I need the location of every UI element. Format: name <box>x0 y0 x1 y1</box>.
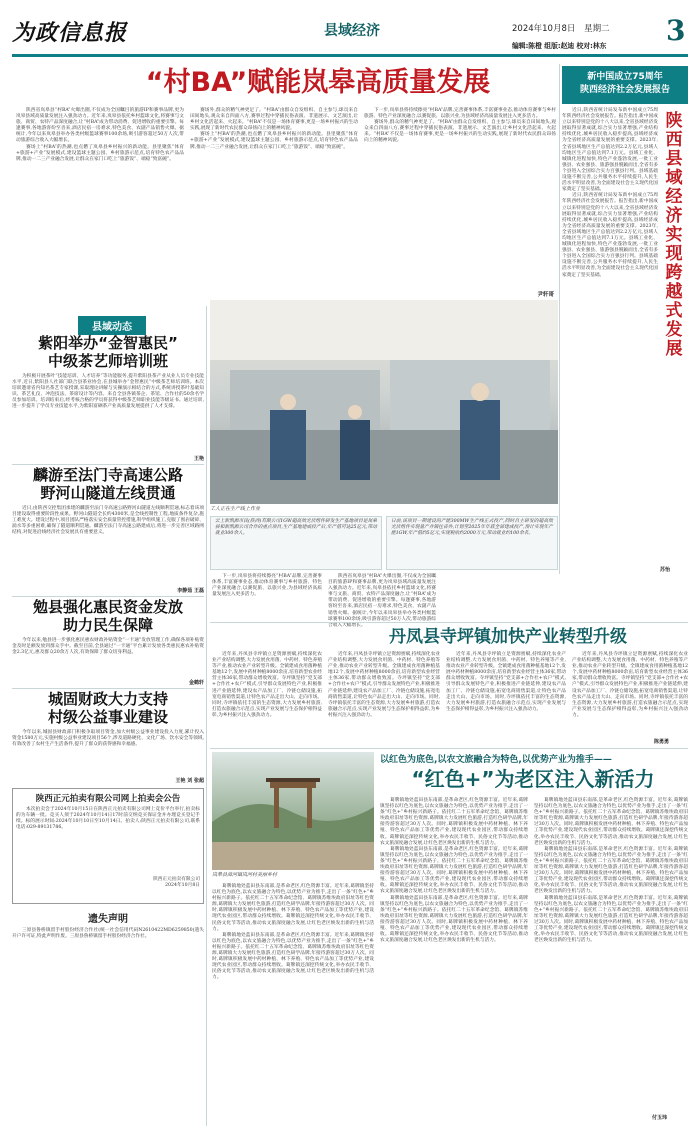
divider-red <box>210 748 688 749</box>
danfeng-body-1: 近年来,丹凤县寺坪镇立足资源禀赋,持续深化农业产业结构调整,大力发展食用菌、中药材、特色养殖等产业,推动农业产业转型升级。全镇建成食用菌种植基地12个,发展中药材种植8000余亩,培育新型农业经营主体36家,带动群众增收致富。寺坪镇坚持“党支部+合作社+农户”模式,引导群众发展特色产业,积极推进产业链延伸,建设农产品加工厂、冷链仓储设施,拓宽电商销售渠道,让特色农产品走出大山、走向市场。同时,寺坪镇依托丰富的生态资源,大力发展乡村旅游,打造农旅融合示范点,实现产业发展与生态保护相得益彰,为乡村振兴注入强劲动力。 <box>212 652 322 718</box>
red-author: 付玉玮 <box>652 1115 668 1121</box>
chenggu-title <box>12 690 204 726</box>
report-body <box>562 108 658 578</box>
chenggu-body: 今年以来,城固县财政部门积极争取项目资金,加大村级公益事业建设投入力度,累计投入资金1580万元,实施村级公益事业建设项目56个,涉及道路硬化、文化广场、饮水安全等领域,有效改善了农村生产生活条件,提升了群众的获得感和幸福感。 <box>12 730 204 748</box>
red-body-2: 葛牌镇地处蓝田县东南部,是革命老区,红色资源丰富。近年来,葛牌镇坚持以红色为底色,以农文旅融合为特色,以优势产业为推手,走出了一条“红色+”乡村振兴新路子。依托红二十五军革命纪念馆、葛牌镇苏维埃政府旧址等红色资源,葛牌镇大力发展红色旅游,打造红色研学品牌,年接待游客超过30万人次。同时,葛牌镇积极发展中药材种植、林下养殖、特色农产品加工等优势产业,建设现代农业园区,带动群众持续增收。葛牌镇还深挖传统文化,举办农民丰收节、民俗文化节等活动,推动农文旅深度融合发展,让红色老区焕发出新的生机与活力。 <box>380 798 528 846</box>
chenggu-title-1: 城固财政大力支持 <box>47 690 168 708</box>
lead-para-2: 赛场上“村BA”的热潮,也点燃了岚皋县乡村振兴的新动能。县里聚焦“体育+旅游+产业”发展模式,建设篮球主题公园、乡村旅游示范点,培育特色农产品品牌,推动一二三产业融合发展,让群众在家门口吃上“旅游饭”、端稳“致富碗”。 <box>16 144 184 162</box>
ziyang-author: 王艳 <box>193 456 204 462</box>
photo-mid-left-text: 云上新凯源市民(陕西)有限公司1GW超高效光伏组件研发生产基地项目是岚皋县和新凯源公司合作的重点项目,生产基地建成投产后,年产值可达25亿元,带动就业300余人。 <box>215 519 377 537</box>
ziyang-title <box>12 334 204 370</box>
article-mianxian <box>12 598 204 686</box>
editors-line: 编辑:陈橙 组版:赵迪 校对:林东 <box>512 42 607 50</box>
report-text-cont: 近日,陕西省统计局发布新中国成立75周年陕西经济社会发展报告。报告指出,新中国成立以来特别是党的十八大以来,全省县域经济发展取得显著成就,综合实力显著增强,产业结构持续优化,城乡居民收入稳步提高,县域经济成为全省经济高质量发展的重要支撑。2023年,全省县域地区生产总值达到2.2万亿元,县域人均地区生产总值达到7.1万元。县域工业化、城镇化进程加快,特色产业蓬勃发展,一批工业强县、农业强县、旅游强县脱颖而出,全省有多个县进入全国综合实力百强县行列。县域基础设施不断完善,公共服务水平持续提升,人民生活水平明显改善,为全面建设社会主义现代化国家奠定了坚实基础。 <box>562 193 658 278</box>
lead-col-3 <box>364 108 556 298</box>
danfeng-col-1 <box>212 652 322 744</box>
lead-para-4: 下一步,岚皋县将持续擦亮“村BA”品牌,完善赛事体系,丰富赛事业态,推动体育赛事与乡村旅游、特色产业深度融合,以赛促旅、以旅兴业,为县域经济高质量发展注入更多活力。 <box>364 108 556 120</box>
red-body-1: 葛牌镇地处蓝田县东南部,是革命老区,红色资源丰富。近年来,葛牌镇坚持以红色为底色,以农文旅融合为特色,以优势产业为推手,走出了一条“红色+”乡村振兴新路子。依托红二十五军革命纪念馆、葛牌镇苏维埃政府旧址等红色资源,葛牌镇大力发展红色旅游,打造红色研学品牌,年接待游客超过30万人次。同时,葛牌镇积极发展中药材种植、林下养殖、特色农产品加工等优势产业,建设现代农业园区,带动群众持续增收。葛牌镇还深挖传统文化,举办农民丰收节、民俗文化节等活动,推动农文旅深度融合发展,让红色老区焕发出新的生机与活力。 <box>212 884 374 932</box>
section-name: 县域经济 <box>324 23 380 39</box>
date-text: 2024年10月8日 <box>512 24 576 34</box>
loss-title: 遗失声明 <box>88 914 128 925</box>
report-heading <box>562 66 688 104</box>
divider-2 <box>12 596 204 597</box>
danfeng-col-3 <box>446 652 566 744</box>
report-vertical-title: 陕西县域经济实现跨越式发展 <box>665 111 683 359</box>
red-body-2c: 葛牌镇地处蓝田县东南部,是革命老区,红色资源丰富。近年来,葛牌镇坚持以红色为底色,以农文旅融合为特色,以优势产业为推手,走出了一条“红色+”乡村振兴新路子。依托红二十五军革命纪念馆、葛牌镇苏维埃政府旧址等红色资源,葛牌镇大力发展红色旅游,打造红色研学品牌,年接待游客超过30万人次。同时,葛牌镇积极发展中药材种植、林下养殖、特色农产品加工等优势产业,建设现代农业园区,带动群众持续增收。葛牌镇还深挖传统文化,举办农民丰收节、民俗文化节等活动,推动农文旅深度融合发展,让红色老区焕发出新的生机与活力。 <box>380 895 528 944</box>
header-date <box>512 22 662 34</box>
right-column-divider <box>559 64 560 574</box>
divider-3 <box>12 688 204 689</box>
lead-title: “村BA”赋能岚皋高质量发展 <box>145 67 491 98</box>
article-linyou <box>12 466 204 594</box>
chenggu-title-2: 村级公益事业建设 <box>47 708 168 726</box>
linyou-body: 近日,由陕西交控集团承建的麟游至法门寺高速公路野河山隧道左线顺利贯通,标志着该项目建设取得重要阶段性成果。野河山隧道全长约4300米,是全线控制性工程,地质条件复杂,施工难度大。建设过程中,项目团队严格落实安全质量管控措施,科学组织施工,克服了围岩破碎、涌水等多重困难,确保了隧道顺利贯通。麟游至法门寺高速公路建成后,将进一步完善区域路网结构,对促进沿线经济社会发展具有重要意义。 <box>12 506 204 536</box>
report-heading-line-2: 陕西经济社会发展报告 <box>579 85 670 95</box>
chenggu-author: 王艳 刘 张超 <box>175 778 204 784</box>
danfeng-title: 丹凤县寺坪镇加快产业转型升级 <box>389 627 627 647</box>
photo-mid-left <box>210 516 382 570</box>
lead-para-1: 陕西省岚皋县“村BA”火爆出圈,不仅成为全国瞩目的旅游IP和赛事品牌,更为岚皋县域高质量发展注入强劲动力。近年来,岚皋县依托乡村篮球文化,将赛事与文旅、商贸、农特产品深度融合,让“村BA”成为带动消费、促进增收的重要引擎。每逢赛事,各地游客纷至沓来,酒店民宿一房难求,特色美食、农副产品销售火爆。据统计,今年以来岚皋县举办各类村级篮球赛事100余场,吸引游客超过50万人次,带动旅游综合收入大幅增长。 <box>16 108 184 144</box>
linyou-title-2: 野河山隧道左线贯通 <box>40 484 176 502</box>
article-chenggu <box>12 690 204 784</box>
weekday-text: 星期二 <box>584 24 610 34</box>
divider-1 <box>12 464 204 465</box>
lead-para-1-cont: 陕西省岚皋县“村BA”火爆出圈,不仅成为全国瞩目的旅游IP和赛事品牌,更为岚皋县域高质量发展注入强劲动力。近年来,岚皋县依托乡村篮球文化,将赛事与文旅、商贸、农特产品深度融合,让“村BA”成为带动消费、促进增收的重要引擎。每逢赛事,各地游客纷至沓来,酒店民宿一房难求,特色美食、农副产品销售火爆。据统计,今年以来岚皋县举办各类村级篮球赛事100余场,吸引游客超过50万人次,带动旅游综合收入大幅增长。 <box>328 574 436 628</box>
mianxian-body: 今年以来,勉县进一步强化惠民惠农财政补贴资金“一卡通”发放管理工作,确保各项补贴资金及时足额发放到群众手中。截至目前,全县通过“一卡通”平台累计发放各类惠民惠农补贴资金2.3亿元,惠及群众20余万人次,有效保障了群众切身利益。 <box>12 638 204 656</box>
left-column-divider <box>206 306 207 1126</box>
factory-photo-caption: 工人正在生产线上作业 <box>210 506 261 512</box>
danfeng-author: 陈勇勇 <box>654 739 670 745</box>
header-rule <box>12 54 688 57</box>
ziyang-title-2: 中级茶艺师培训班 <box>47 352 168 370</box>
red-plus-title: “红色+”为老区注入新活力 <box>411 767 655 791</box>
factory-photo <box>210 300 558 504</box>
auction-notice <box>12 788 204 904</box>
linyou-title <box>12 466 204 502</box>
red-body-3b: 葛牌镇地处蓝田县东南部,是革命老区,红色资源丰富。近年来,葛牌镇坚持以红色为底色,以农文旅融合为特色,以优势产业为推手,走出了一条“红色+”乡村振兴新路子。依托红二十五军革命纪念馆、葛牌镇苏维埃政府旧址等红色资源,葛牌镇大力发展红色旅游,打造红色研学品牌,年接待游客超过30万人次。同时,葛牌镇积极发展中药材种植、林下养殖、特色农产品加工等优势产业,建设现代农业园区,带动群众持续增收。葛牌镇还深挖传统文化,举办农民丰收节、民俗文化节等活动,推动农文旅深度融合发展,让红色老区焕发出新的生机与活力。 <box>534 846 688 895</box>
divider-danfeng <box>210 622 688 623</box>
red-plus-kicker: 以红色为底色,以农文旅融合为特色,以优势产业为推手—— <box>380 755 612 765</box>
red-col-2 <box>380 798 528 1122</box>
danfeng-col-4 <box>572 652 688 744</box>
notice-company: 陕西正元拍卖有限公司 <box>153 877 200 882</box>
notice-title: 陕西正元拍卖有限公司网上拍卖会公告 <box>35 794 181 804</box>
photo-mid-right <box>386 516 558 570</box>
lead-col-1 <box>16 108 184 298</box>
page-header <box>12 14 688 60</box>
mianxian-title-2: 助力民生保障 <box>62 616 153 634</box>
danfeng-col-2 <box>328 652 440 744</box>
red-body-3c: 葛牌镇地处蓝田县东南部,是革命老区,红色资源丰富。近年来,葛牌镇坚持以红色为底色,以农文旅融合为特色,以优势产业为推手,走出了一条“红色+”乡村振兴新路子。依托红二十五军革命纪念馆、葛牌镇苏维埃政府旧址等红色资源,葛牌镇大力发展红色旅游,打造红色研学品牌,年接待游客超过30万人次。同时,葛牌镇积极发展中药材种植、林下养殖、特色农产品加工等优势产业,建设现代农业园区,带动群众持续增收。葛牌镇还深挖传统文化,举办农民丰收节、民俗文化节等活动,推动农文旅深度融合发展,让红色老区焕发出新的生机与活力。 <box>534 895 688 944</box>
notice-body: 本次拍卖会于2024年10月15日在陕西正元拍卖有限公司网上竞价平台举行,拍卖标的为车辆一批。竞买人须于2024年10月14日17时前交纳竞买保证金并办理竞买登记手续。标的展示时间:2024年10月10日至10月14日。拍卖人:陕西正元拍卖有限公司,联系电话:029-89131786。 <box>16 807 200 831</box>
masthead: 为政信息报 <box>12 20 128 46</box>
red-body-3: 葛牌镇地处蓝田县东南部,是革命老区,红色资源丰富。近年来,葛牌镇坚持以红色为底色,以农文旅融合为特色,以优势产业为推手,走出了一条“红色+”乡村振兴新路子。依托红二十五军革命纪念馆、葛牌镇苏维埃政府旧址等红色资源,葛牌镇大力发展红色旅游,打造红色研学品牌,年接待游客超过30万人次。同时,葛牌镇积极发展中药材种植、林下养殖、特色农产品加工等优势产业,建设现代农业园区,带动群众持续增收。葛牌镇还深挖传统文化,举办农民丰收节、民俗文化节等活动,推动农文旅深度融合发展,让红色老区焕发出新的生机与活力。 <box>534 798 688 846</box>
report-heading-line-1: 新中国成立75周年 <box>587 72 663 82</box>
village-photo-caption: 岚皋县漳河镇岚河村美丽乡村 <box>212 872 278 878</box>
red-col-3 <box>534 798 688 1114</box>
lead-author: 尹轩哥 <box>537 292 554 298</box>
red-body-2b: 葛牌镇地处蓝田县东南部,是革命老区,红色资源丰富。近年来,葛牌镇坚持以红色为底色,以农文旅融合为特色,以优势产业为推手,走出了一条“红色+”乡村振兴新路子。依托红二十五军革命纪念馆、葛牌镇苏维埃政府旧址等红色资源,葛牌镇大力发展红色旅游,打造红色研学品牌,年接待游客超过30万人次。同时,葛牌镇积极发展中药材种植、林下养殖、特色农产品加工等优势产业,建设现代农业园区,带动群众持续增收。葛牌镇还深挖传统文化,举办农民丰收节、民俗文化节等活动,推动农文旅深度融合发展,让红色老区焕发出新的生机与活力。 <box>380 846 528 895</box>
notice-date: 2024年10月8日 <box>165 883 200 889</box>
village-photo <box>212 752 374 870</box>
mianxian-title <box>12 598 204 634</box>
report-author: 苏怡 <box>660 567 671 573</box>
danfeng-body-2: 近年来,丹凤县寺坪镇立足资源禀赋,持续深化农业产业结构调整,大力发展食用菌、中药材、特色养殖等产业,推动农业产业转型升级。全镇建成食用菌种植基地12个,发展中药材种植8000余亩,培育新型农业经营主体36家,带动群众增收致富。寺坪镇坚持“党支部+合作社+农户”模式,引导群众发展特色产业,积极推进产业链延伸,建设农产品加工厂、冷链仓储设施,拓宽电商销售渠道,让特色农产品走出大山、走向市场。同时,寺坪镇依托丰富的生态资源,大力发展乡村旅游,打造农旅融合示范点,实现产业发展与生态保护相得益彰,为乡村振兴注入强劲动力。 <box>328 652 440 718</box>
danfeng-body-4: 近年来,丹凤县寺坪镇立足资源禀赋,持续深化农业产业结构调整,大力发展食用菌、中药材、特色养殖等产业,推动农业产业转型升级。全镇建成食用菌种植基地12个,发展中药材种植8000余亩,培育新型农业经营主体36家,带动群众增收致富。寺坪镇坚持“党支部+合作社+农户”模式,引导群众发展特色产业,积极推进产业链延伸,建设农产品加工厂、冷链仓储设施,拓宽电商销售渠道,让特色农产品走出大山、走向市场。同时,寺坪镇依托丰富的生态资源,大力发展乡村旅游,打造农旅融合示范点,实现产业发展与生态保护相得益彰,为乡村振兴注入强劲动力。 <box>572 652 688 718</box>
page-number: 3 <box>666 14 686 47</box>
mianxian-author: 金鹤轩 <box>188 680 204 686</box>
lead-para-3-cont: 赛场外,群众的精气神更足了。“村BA”由群众自发组织、自主参与,球员来自田间地头,观众来自四面八方,赛事过程中穿插民俗表演、非遗展示、文艺演出,让乡村文化活起来、火起来。“村BA”不仅是一场体育赛事,更是一场乡村振兴的生动实践,展现了新时代农民群众昂扬向上的精神风貌。 <box>364 120 556 144</box>
ziyang-title-1: 紫阳举办“金智惠民” <box>38 334 178 352</box>
linyou-title-1: 麟游至法门寺高速公路 <box>32 466 183 484</box>
ziyang-body: 为积极开展茶叶“技能培训、人才培养”等功能服务,提升紫阳县茶产业从业人员专业技能水平,近日,紫阳县人社部门联合县茶业协会,在县城举办“金智惠民”中级茶艺师培训班。本次培训邀请省内知名茶艺专家授课,采取理论讲解与实操演示相结合的方式,系统讲授茶叶基础知识、茶艺礼仪、冲泡技法、茶席设计等内容。来自全县各镇茶企、茶馆、合作社的50余名学员参加培训。培训结束后,经考核合格的学员将获得中级茶艺师职业技能等级证书。通过培训,进一步提升了学员专业技能水平,为紫阳富硒茶产业高质量发展提供了人才支撑。 <box>12 374 204 410</box>
factory-scene-illustration <box>210 300 558 504</box>
article-ziyang <box>12 334 204 462</box>
red-body-1b: 葛牌镇地处蓝田县东南部,是革命老区,红色资源丰富。近年来,葛牌镇坚持以红色为底色,以农文旅融合为特色,以优势产业为推手,走出了一条“红色+”乡村振兴新路子。依托红二十五军革命纪念馆、葛牌镇苏维埃政府旧址等红色资源,葛牌镇大力发展红色旅游,打造红色研学品牌,年接待游客超过30万人次。同时,葛牌镇积极发展中药材种植、林下养殖、特色农产品加工等优势产业,建设现代农业园区,带动群众持续增收。葛牌镇还深挖传统文化,举办农民丰收节、民俗文化节等活动,推动农文旅深度融合发展,让红色老区焕发出新的生机与活力。 <box>212 932 374 981</box>
lead-para-4-cont: 下一步,岚皋县将持续擦亮“村BA”品牌,完善赛事体系,丰富赛事业态,推动体育赛事与乡村旅游、特色产业深度融合,以赛促旅、以旅兴业,为县域经济高质量发展注入更多活力。 <box>212 574 322 598</box>
lead-continued-col-1 <box>212 574 322 620</box>
lead-story <box>12 62 560 300</box>
mianxian-title-1: 勉县强化惠民资金发放 <box>32 598 183 616</box>
lead-col-2 <box>190 108 358 298</box>
loss-statement <box>12 906 204 1122</box>
county-news-label: 县域动态 <box>78 316 146 335</box>
photo-mid-right-text: 日前,该项目一期建设的产能300MW生产线正式投产,同时自主研发的超高效光伏组件实现量产并销往省外,计划至2025年年底全部建成投产,预计实现年产能1GW,年产值约5亿元,实现税收约2000万元,带动就业约100余名。 <box>391 519 553 537</box>
red-col-1 <box>212 884 374 1122</box>
danfeng-body-3: 近年来,丹凤县寺坪镇立足资源禀赋,持续深化农业产业结构调整,大力发展食用菌、中药材、特色养殖等产业,推动农业产业转型升级。全镇建成食用菌种植基地12个,发展中药材种植8000余亩,培育新型农业经营主体36家,带动群众增收致富。寺坪镇坚持“党支部+合作社+农户”模式,引导群众发展特色产业,积极推进产业链延伸,建设农产品加工厂、冷链仓储设施,拓宽电商销售渠道,让特色农产品走出大山、走向市场。同时,寺坪镇依托丰富的生态资源,大力发展乡村旅游,打造农旅融合示范点,实现产业发展与生态保护相得益彰,为乡村振兴注入强劲动力。 <box>446 652 566 712</box>
report-text: 近日,陕西省统计局发布新中国成立75周年陕西经济社会发展报告。报告指出,新中国成立以来特别是党的十八大以来,全省县域经济发展取得显著成就,综合实力显著增强,产业结构持续优化,城乡居民收入稳步提高,县域经济成为全省经济高质量发展的重要支撑。2023年,全省县域地区生产总值达到2.2万亿元,县域人均地区生产总值达到7.1万元。县域工业化、城镇化进程加快,特色产业蓬勃发展,一批工业强县、农业强县、旅游强县脱颖而出,全省有多个县进入全国综合实力百强县行列。县域基础设施不断完善,公共服务水平持续提升,人民生活水平明显改善,为全面建设社会主义现代化国家奠定了坚实基础。 <box>562 108 658 193</box>
village-gate-illustration <box>212 752 374 870</box>
loss-body: 三原县鲁桥镇留手村股份经济合作社(统一社会信用代码N2610422MD6259850)遗失开户许可证,特此声明作废。三原县鲁桥镇留手村股份经济合作社。 <box>12 928 204 940</box>
lead-para-3: 赛场外,群众的精气神更足了。“村BA”由群众自发组织、自主参与,球员来自田间地头,观众来自四面八方,赛事过程中穿插民俗表演、非遗展示、文艺演出,让乡村文化活起来、火起来。“村BA”不仅是一场体育赛事,更是一场乡村振兴的生动实践,展现了新时代农民群众昂扬向上的精神风貌。 <box>190 108 358 132</box>
lead-para-2-cont: 赛场上“村BA”的热潮,也点燃了岚皋县乡村振兴的新动能。县里聚焦“体育+旅游+产业”发展模式,建设篮球主题公园、乡村旅游示范点,培育特色农产品品牌,推动一二三产业融合发展,让群众在家门口吃上“旅游饭”、端稳“致富碗”。 <box>190 132 358 150</box>
lead-continued-col-2 <box>328 574 436 628</box>
linyou-author: 李静茹 王磊 <box>177 588 204 594</box>
